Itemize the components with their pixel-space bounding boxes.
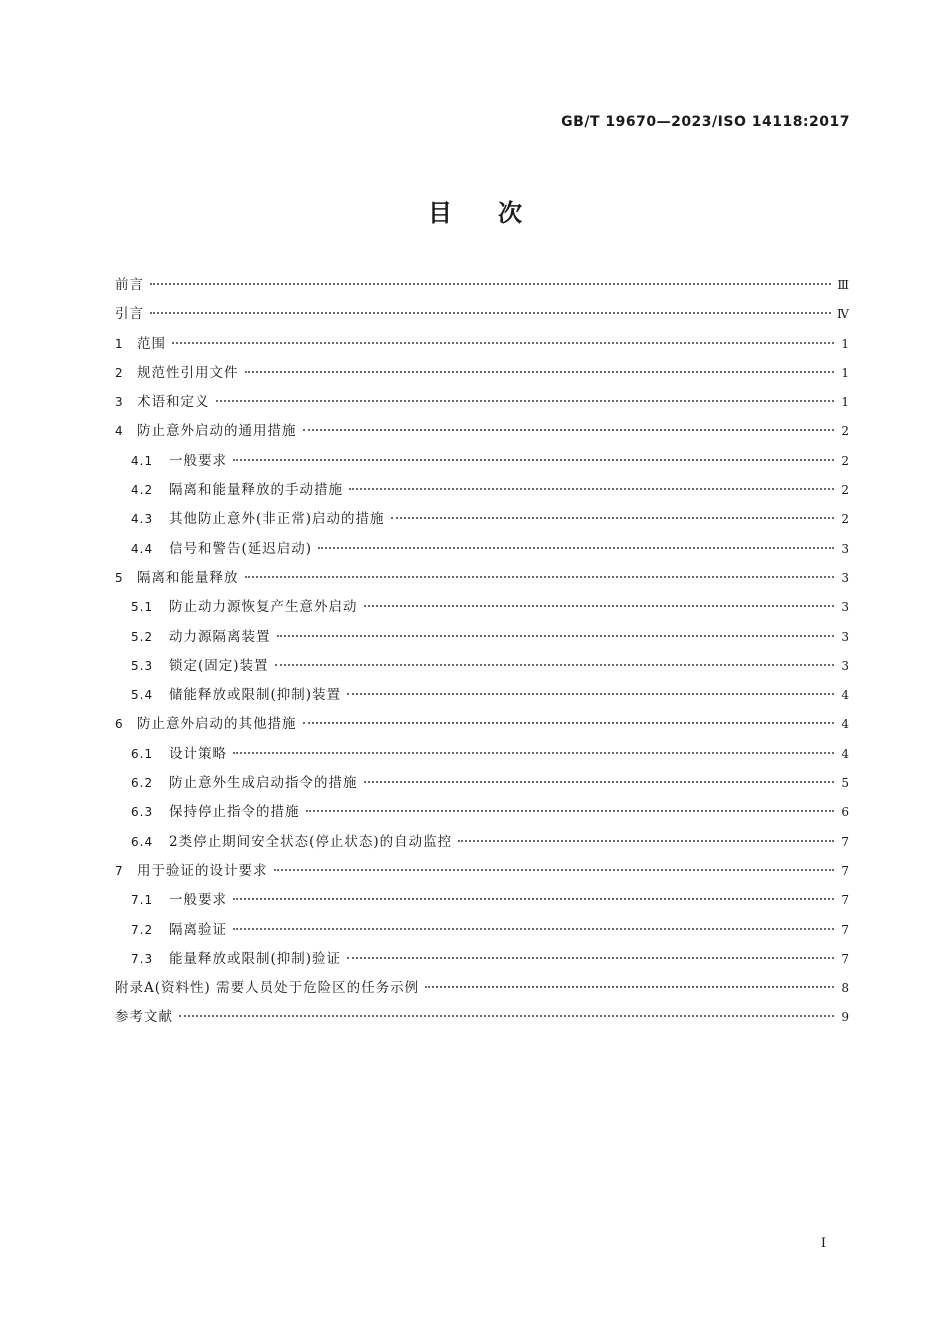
- toc-entry-number: 5.1: [131, 600, 154, 615]
- toc-leader-dots: [364, 781, 835, 783]
- toc-leader-dots: [349, 488, 834, 490]
- toc-entry[interactable]: [115, 652, 850, 681]
- toc-entry-number: 4.4: [131, 541, 154, 556]
- toc-entry-label: 其他防止意外(非正常)启动的措施: [169, 511, 385, 528]
- toc-entry-page: 2: [841, 512, 850, 527]
- page-title: [0, 193, 950, 228]
- toc-entry[interactable]: [115, 417, 850, 446]
- toc-entry-label: 规范性引用文件: [137, 364, 239, 381]
- toc-leader-dots: [347, 693, 834, 695]
- toc-entry-number: 7: [115, 863, 124, 878]
- toc-entry-number: 2: [115, 365, 124, 380]
- toc-entry-number: 4: [115, 424, 124, 439]
- toc-leader-dots: [391, 517, 834, 519]
- toc-entry-label: 隔离和能量释放: [137, 569, 239, 586]
- toc-entry-number: 5.2: [131, 629, 154, 644]
- toc-entry-page: 2: [841, 483, 850, 498]
- toc-entry-page: 7: [841, 834, 850, 849]
- toc-leader-dots: [150, 312, 831, 314]
- toc-leader-dots: [425, 986, 834, 988]
- toc-entry-page: 7: [841, 922, 850, 937]
- toc-entry-label: 附录A(资料性) 需要人员处于危险区的任务示例: [115, 980, 420, 997]
- toc-entry[interactable]: [115, 330, 850, 359]
- toc-entry[interactable]: [115, 505, 850, 534]
- standard-code: GB/T 19670—2023/ISO 14118:2017: [561, 114, 850, 130]
- toc-entry-page: 7: [841, 893, 850, 908]
- toc-entry[interactable]: [115, 1003, 850, 1032]
- toc-entry-label: 前言: [115, 277, 144, 293]
- toc-leader-dots: [233, 898, 834, 900]
- toc-entry[interactable]: [115, 447, 850, 476]
- toc-entry-label: 设计策略: [169, 745, 227, 762]
- toc-entry[interactable]: [115, 681, 850, 710]
- toc-leader-dots: [245, 371, 835, 373]
- toc-entry-label: 范围: [137, 335, 166, 352]
- toc-entry-label: 参考文献: [115, 1009, 173, 1026]
- toc-entry-page: 9: [841, 1010, 850, 1025]
- toc-entry-label: 防止动力源恢复产生意外启动: [169, 599, 358, 616]
- toc-entry[interactable]: [115, 828, 850, 857]
- toc-leader-dots: [347, 957, 834, 959]
- toc-entry-page: 3: [841, 629, 850, 644]
- toc-entry-number: 6.3: [131, 805, 154, 820]
- title-part-2: 次: [498, 199, 522, 227]
- toc-entry-page: 6: [841, 805, 850, 820]
- toc-entry-label: 保持停止指令的措施: [169, 804, 300, 821]
- toc-entry-number: 5.4: [131, 688, 154, 703]
- toc-leader-dots: [303, 429, 835, 431]
- toc-entry-label: 一般要求: [169, 452, 227, 469]
- title-part-1: 目: [428, 199, 452, 227]
- toc-leader-dots: [172, 342, 834, 344]
- toc-entry-label: 防止意外生成启动指令的措施: [169, 775, 358, 792]
- toc-leader-dots: [318, 547, 834, 549]
- toc-entry[interactable]: [115, 798, 850, 827]
- toc-entry[interactable]: [115, 974, 850, 1003]
- toc-leader-dots: [274, 869, 835, 871]
- toc-leader-dots: [306, 810, 835, 812]
- toc-entry[interactable]: [115, 916, 850, 945]
- toc-entry-number: 7.3: [131, 951, 154, 966]
- footer-page-number: Ⅰ: [820, 1236, 826, 1251]
- toc-entry-page: 2: [841, 424, 850, 439]
- toc-entry[interactable]: [115, 623, 850, 652]
- toc-entry-label: 动力源隔离装置: [169, 628, 271, 645]
- toc-entry-page: 3: [841, 570, 850, 585]
- toc-entry-number: 4.1: [131, 453, 154, 468]
- toc-entry-page: Ⅲ: [837, 278, 850, 292]
- toc-entry-label: 防止意外启动的其他措施: [137, 716, 297, 733]
- toc-entry-page: 4: [841, 746, 850, 761]
- toc-entry[interactable]: [115, 710, 850, 739]
- toc-entry-number: 6.1: [131, 746, 154, 761]
- toc-entry[interactable]: [115, 857, 850, 886]
- toc-entry-number: 3: [115, 395, 124, 410]
- toc-entry-label: 能量释放或限制(抑制)验证: [169, 950, 342, 967]
- toc-leader-dots: [364, 605, 835, 607]
- toc-entry-page: 7: [841, 951, 850, 966]
- toc-entry[interactable]: [115, 886, 850, 915]
- toc-leader-dots: [150, 283, 831, 285]
- toc-entry[interactable]: [115, 388, 850, 417]
- toc-entry-number: 6.4: [131, 834, 154, 849]
- toc-entry-label: 储能释放或限制(抑制)装置: [169, 687, 342, 704]
- toc-entry-label: 锁定(固定)装置: [169, 657, 269, 674]
- toc-leader-dots: [233, 459, 834, 461]
- toc-entry-label: 隔离和能量释放的手动措施: [169, 482, 343, 499]
- toc-entry[interactable]: [115, 593, 850, 622]
- toc-entry-page: 1: [841, 365, 850, 380]
- toc-entry-label: 术语和定义: [137, 394, 210, 411]
- toc-entry[interactable]: [115, 564, 850, 593]
- toc-entry[interactable]: [115, 945, 850, 974]
- toc-entry-number: 4.3: [131, 512, 154, 527]
- toc-entry-number: 1: [115, 336, 124, 351]
- toc-entry-number: 5: [115, 570, 124, 585]
- toc-entry-number: 7.2: [131, 922, 154, 937]
- toc-entry-number: 5.3: [131, 658, 154, 673]
- toc-entry-page: 3: [841, 541, 850, 556]
- toc-entry[interactable]: [115, 769, 850, 798]
- toc-leader-dots: [179, 1015, 834, 1017]
- toc-entry[interactable]: [115, 740, 850, 769]
- toc-entry-label: 防止意外启动的通用措施: [137, 423, 297, 440]
- toc-entry-label: 2类停止期间安全状态(停止状态)的自动监控: [169, 833, 453, 850]
- toc-entry-number: 6: [115, 717, 124, 732]
- toc-entry-page: 3: [841, 658, 850, 673]
- table-of-contents: [115, 271, 850, 1033]
- toc-entry-page: 1: [841, 395, 850, 410]
- toc-leader-dots: [277, 635, 835, 637]
- toc-entry-page: 2: [841, 453, 850, 468]
- toc-leader-dots: [245, 576, 835, 578]
- toc-entry-label: 用于验证的设计要求: [137, 862, 268, 879]
- toc-entry[interactable]: [115, 271, 850, 300]
- toc-entry-label: 隔离验证: [169, 921, 227, 938]
- toc-leader-dots: [303, 722, 835, 724]
- toc-entry-label: 引言: [115, 306, 144, 323]
- toc-leader-dots: [458, 840, 834, 842]
- toc-entry-number: 4.2: [131, 483, 154, 498]
- toc-entry-label: 信号和警告(延迟启动): [169, 540, 313, 557]
- toc-entry-page: 7: [841, 863, 850, 878]
- toc-entry-number: 6.2: [131, 776, 154, 791]
- toc-entry[interactable]: [115, 359, 850, 388]
- toc-leader-dots: [216, 400, 835, 402]
- toc-entry-label: 一般要求: [169, 892, 227, 909]
- toc-leader-dots: [233, 928, 834, 930]
- toc-entry-number: 7.1: [131, 893, 154, 908]
- toc-entry-page: 4: [841, 688, 850, 703]
- toc-entry-page: 8: [841, 981, 850, 996]
- toc-entry-page: 5: [841, 776, 850, 791]
- toc-leader-dots: [233, 752, 834, 754]
- toc-entry-page: 1: [841, 336, 850, 351]
- toc-leader-dots: [275, 664, 834, 666]
- toc-entry[interactable]: [115, 535, 850, 564]
- toc-entry-page: 4: [841, 717, 850, 732]
- toc-entry-page: Ⅳ: [837, 307, 850, 322]
- toc-entry[interactable]: [115, 476, 850, 505]
- toc-entry[interactable]: [115, 300, 850, 329]
- toc-entry-page: 3: [841, 600, 850, 615]
